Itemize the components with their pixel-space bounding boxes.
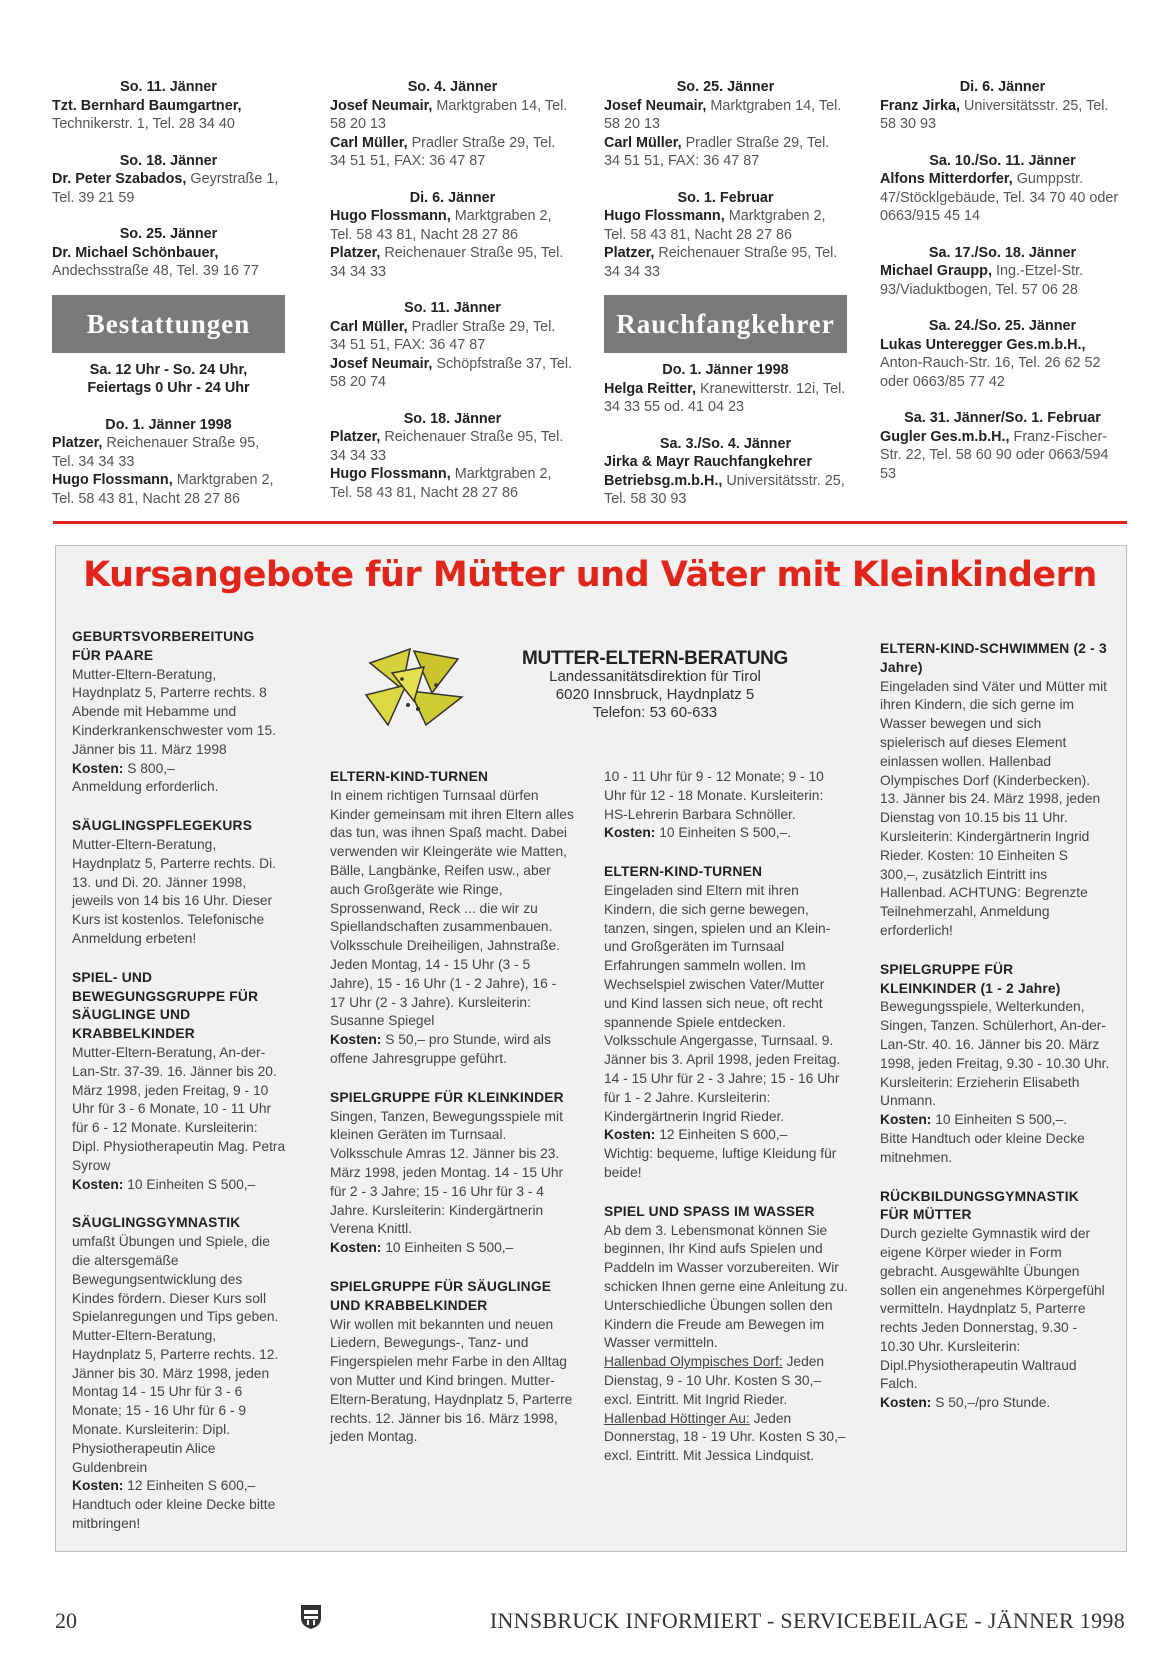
course-body: In einem richtigen Turnsaal dürfen Kinder gemeinsam mit ihren Eltern alles das tun, was ihnen Spaß macht. Dabei verwenden wir Kleingeräte wie Matten, Bälle, Langbänke, Reifen usw., aber auch Großgeräte wie Ringe, Sprossenwand, Reck ... die wir zu Spiellandschaften zusammenbauen. Volksschule Dreiheiligen, Jahnstraße. Jeden Montag, 14 - 15 Uhr (3 - 5 Jahre), 15 - 16 Uhr (1 - 2 Jahre), 16 - 17 Uhr (2 - 3 Jahre). Kursleiterin: Susanne Spiegel (330, 787, 574, 1029)
entry-date: Di. 6. Jänner (409, 189, 496, 206)
entry (880, 152, 1125, 226)
entry-date: So. 11. Jänner (120, 79, 217, 95)
entry-contact: Reichenauer Straße 95, Tel. 34 34 33 (330, 429, 564, 464)
entry (330, 410, 575, 503)
cost-label: Kosten: (72, 1176, 124, 1192)
entry-name: Dr. Michael Schönbauer, (52, 244, 219, 261)
course-body: 10 - 11 Uhr für 9 - 12 Monate; 9 - 10 Uhr für 12 - 18 Monate. Kursleiterin: HS-Lehrerin Barbara Schnöller. (604, 769, 824, 822)
entry-name: Josef Neumair, (330, 97, 433, 114)
course-note: Handtuch oder kleine Decke bitte mitbringen! (72, 1497, 276, 1532)
course-body: Mutter-Eltern-Beratung, Haydnplatz 5, Parterre rechts. 8 Abende mit Hebamme und Kinderkrankenschwester vom 15. Jänner bis 11. März 1998 (72, 666, 276, 757)
cost-value: S 50,–/pro Stunde. (935, 1395, 1051, 1411)
kurs-column-2 (330, 768, 575, 1467)
entry-contact: Universitätsstr. 25, Tel. 58 30 93 (880, 97, 1109, 132)
entry (604, 189, 847, 282)
entry (52, 152, 285, 208)
entry-contact: Geyrstraße 1, Tel. 39 21 59 (52, 171, 279, 206)
entry-name: Helga Reitter, (604, 380, 696, 397)
entry-name: Michael Graupp, (880, 263, 992, 279)
entry-name: Platzer, (330, 429, 381, 445)
entry-date: So. 11. Jänner (404, 300, 501, 316)
triangles-logo-icon (362, 645, 472, 727)
entry-name: Hugo Flossmann, (330, 208, 451, 224)
entry-name: Josef Neumair, (330, 355, 433, 372)
entry-contact: Pradler Straße 29, Tel. 34 51 51, FAX: 36 47 87 (330, 134, 556, 169)
entry-date: Do. 1. Jänner 1998 (105, 416, 232, 433)
course-body: umfaßt Übungen und Spiele, die die altersgemäße Bewegungsentwicklung des Kindes fördern. Dieser Kurs soll Spielanregungen und Tips geben. Mutter-Eltern-Beratung, Haydnplatz 5, Parterre rechts. 12. Jänner bis 30. März 1998, jeden Montag 14 - 15 Uhr für 3 - 6 Monate; 15 - 16 Uhr für 6 - 9 Monate. Kursleiterin: Dipl. Physiotherapeutin Alice Guldenbrein (72, 1234, 279, 1475)
entry (604, 78, 847, 171)
course (604, 1203, 849, 1466)
course-note: Bitte Handtuch oder kleine Decke mitnehmen. (880, 1130, 1085, 1165)
course (880, 640, 1110, 941)
course-heading: SPIEL- UND BEWEGUNGSGRUPPE FÜR SÄUGLINGE UND KRABBELKINDER (72, 969, 259, 1042)
cost-label: Kosten: (330, 1240, 382, 1256)
page-number: 20 (55, 1608, 77, 1633)
entry-contact: Ing.-Etzel-Str. 93/Viaduktbogen, Tel. 57 06 28 (880, 263, 1084, 298)
entry-contact: Marktgraben 2, Tel. 58 43 81, Nacht 28 27 86 (330, 208, 552, 243)
course-heading: ELTERN-KIND-TURNEN (604, 864, 763, 880)
cost-label: Kosten: (880, 1112, 932, 1128)
entry (330, 299, 575, 392)
entry-name: Tzt. Bernhard Baumgartner, (52, 97, 242, 114)
column-3 (604, 78, 847, 527)
cost-label: Kosten: (72, 760, 124, 776)
course (330, 1278, 575, 1447)
entry-date: So. 25. Jänner (119, 226, 218, 242)
course-heading: SPIEL UND SPASS IM WASSER (604, 1203, 815, 1219)
entry-contact: Reichenauer Straße 95, Tel. 34 34 33 (52, 435, 260, 470)
meb-line: 6020 Innsbruck, Haydnplatz 5 (555, 686, 755, 703)
entry (880, 409, 1125, 483)
cost-value: S 50,– pro Stunde, wird als offene Jahresgruppe geführt. (330, 1032, 551, 1066)
venue-olympisches-dorf: Hallenbad Olympisches Dorf: (604, 1354, 783, 1370)
entry (880, 244, 1125, 300)
course-heading: SPIELGRUPPE FÜR KLEINKINDER (330, 1089, 564, 1105)
course-note: Wichtig: bequeme, luftige Kleidung für beide! (604, 1146, 837, 1180)
red-divider (53, 521, 1127, 524)
cost-value: 10 Einheiten S 500,– (127, 1176, 256, 1192)
column-1 (52, 78, 285, 526)
cost-label: Kosten: (880, 1395, 932, 1411)
mutter-eltern-beratung-block (515, 650, 795, 722)
cost-value: 10 Einheiten S 500,–. (935, 1112, 1068, 1128)
course (330, 768, 575, 1069)
course-body: Eingeladen sind Eltern mit ihren Kindern, die sich gerne bewegen, tanzen, singen, spielen und an Klein- und Großgeräten im Turnsaal Erfahrungen sammeln wollen. Im Wechselspiel zwischen Vater/Mutter und Kind lassen sich neue, oft recht spannende Spiele entdecken. Volksschule Angergasse, Turnsaal. 9. Jänner bis 3. April 1998, jeden Freitag. 14 - 15 Uhr für 2 - 3 Jahre; 15 - 16 Uhr für 1 - 2 Jahre. Kursleiterin: Kindergärtnerin Ingrid Rieder. (604, 882, 841, 1124)
cost-value: 10 Einheiten S 500,–. (659, 825, 792, 841)
entry-name: Carl Müller, (330, 134, 408, 151)
kurs-column-3 (604, 768, 849, 1486)
footer-title: INNSBRUCK INFORMIERT - SERVICEBEILAGE - JÄNNER 1998 (489, 1608, 1125, 1633)
entry-name: Platzer, (330, 245, 381, 261)
course (604, 863, 849, 1183)
entry-date: So. 4. Jänner (407, 79, 498, 95)
entry-contact: Pradler Straße 29, Tel. 34 51 51, FAX: 36 47 87 (604, 134, 830, 169)
entry-date: Sa. 31. Jänner/So. 1. Februar (904, 410, 1101, 426)
entry-contact: Marktgraben 2, Tel. 58 43 81, Nacht 28 27 86 (52, 472, 274, 507)
course-body: Mutter-Eltern-Beratung, Haydnplatz 5, Parterre rechts. Di. 13. und Di. 20. Jänner 1998, jeweils von 14 bis 16 Uhr. Dieser Kurs ist kostenlos. Telefonische Anmeldung erbeten! (72, 836, 276, 946)
kurs-column-4 (880, 640, 1110, 1433)
entry-contact: Gumppstr. 47/Stöcklgebäude, Tel. 34 70 40 oder 0663/915 45 14 (880, 171, 1119, 224)
entry-contact: Reichenauer Straße 95, Tel. 34 34 33 (330, 245, 564, 280)
entry-name: Carl Müller, (330, 318, 408, 335)
entry-contact: Marktgraben 2, Tel. 58 43 81, Nacht 28 27 86 (330, 466, 552, 501)
entry-date: So. 1. Februar (677, 189, 774, 206)
entry-name: Jirka & Mayr Rauchfangkehrer Betriebsg.m.b.H., (604, 454, 812, 489)
course-body: Mutter-Eltern-Beratung, An-der-Lan-Str. 37-39. 16. Jänner bis 20. März 1998, jeden Freitag, 9 - 10 Uhr für 3 - 6 Monate, 10 - 11 Uhr für 6 - 12 Monate. Kursleiterin: Dipl. Physiotherapeutin Mag. Petra Syrow (72, 1044, 286, 1173)
hours-line: Feiertags 0 Uhr - 24 Uhr (87, 380, 250, 396)
course-heading: GEBURTSVORBEREITUNG FÜR PAARE (72, 629, 255, 663)
entry-date: Di. 6. Jänner (959, 79, 1046, 95)
venue-details: Jeden Dienstag, 9 - 10 Uhr. Kosten S 30,– excl. Eintritt. Mit Ingrid Rieder. (604, 1354, 825, 1407)
entry-date: Sa. 3./So. 4. Jänner (659, 435, 792, 452)
cost-value: 10 Einheiten S 500,– (385, 1240, 514, 1256)
section-header-bestattungen: Bestattungen (52, 295, 285, 353)
venue-details: Jeden Donnerstag, 18 - 19 Uhr. Kosten S 30,– excl. Eintritt. Mit Jessica Lindquist. (604, 1410, 846, 1464)
entry-date: Sa. 24./So. 25. Jänner (928, 318, 1077, 334)
course-heading: SÄUGLINGSPFLEGEKURS (72, 818, 253, 834)
entry-name: Alfons Mitterdorfer, (880, 171, 1013, 187)
course-heading: SPIELGRUPPE FÜR SÄUGLINGE UND KRABBELKINDER (330, 1278, 552, 1313)
entry-date: So. 18. Jänner (403, 410, 502, 427)
course-heading: RÜCKBILDUNGSGYMNASTIK FÜR MÜTTER (880, 1188, 1079, 1223)
course-heading: ELTERN-KIND-SCHWIMMEN (2 - 3 Jahre) (880, 641, 1107, 675)
kurs-column-1 (72, 628, 287, 1554)
entry (52, 78, 285, 134)
entry-name: Lukas Unteregger Ges.m.b.H., (880, 336, 1086, 353)
entry (330, 78, 575, 171)
course (72, 969, 287, 1195)
section-header-rauchfangkehrer: Rauchfangkehrer (604, 295, 847, 353)
entry-contact: Pradler Straße 29, Tel. 34 51 51, FAX: 36 47 87 (330, 318, 556, 353)
kurs-title: Kursangebote für Mütter und Väter mit Kleinkindern (83, 555, 1097, 595)
cost-value: S 800,– (127, 760, 175, 776)
course (72, 1214, 287, 1534)
entry-contact: Schöpfstraße 37, Tel. 58 20 74 (330, 355, 573, 390)
course (330, 1089, 575, 1258)
entry-contact: Technikerstr. 1, Tel. 28 34 40 (52, 116, 235, 132)
entry (880, 317, 1125, 391)
cost-value: 12 Einheiten S 600,– (659, 1127, 788, 1143)
column-4 (880, 78, 1125, 501)
entry-name: Hugo Flossmann, (52, 472, 173, 488)
course-body: Durch gezielte Gymnastik wird der eigene Körper wieder in Form gebracht. Ausgewählte Übungen sollen ein angenehmes Körpergefühl vermitteln. Haydnplatz 5, Parterre rechts Jeden Donnerstag, 9.30 - 10.30 Uhr. Kursleiterin: Dipl.Physiotherapeutin Waltraud Falch. (880, 1226, 1105, 1392)
course-body: Ab dem 3. Lebensmonat können Sie beginnen, Ihr Kind aufs Spielen und Paddeln im Wasser vorzubereiten. Wir schicken Ihnen gerne eine Anleitung zu. Unterschiedliche Übungen sollen den Kindern die Freude am Bewegen im Wasser vermitteln. (604, 1222, 848, 1351)
entry-contact: Kranewitterstr. 12i, Tel. 34 33 55 od. 41 04 23 (604, 380, 846, 415)
course-heading: SPIELGRUPPE FÜR KLEINKINDER (1 - 2 Jahre) (880, 961, 1061, 996)
cost-label: Kosten: (72, 1478, 124, 1494)
cost-label: Kosten: (330, 1032, 382, 1048)
entry-contact: Marktgraben 14, Tel. 58 20 13 (604, 97, 842, 132)
course-heading: SÄUGLINGSGYMNASTIK (72, 1215, 241, 1231)
entry (52, 416, 285, 509)
entry-date: Sa. 10./So. 11. Jänner (929, 152, 1076, 169)
innsbruck-crest-icon (300, 1604, 322, 1630)
entry-name: Carl Müller, (604, 134, 682, 151)
course-body: Singen, Tanzen, Bewegungsspiele mit kleinen Geräten im Turnsaal. Volksschule Amras 12. Jänner bis 23. März 1998, jeden Montag. 14 - 15 Uhr für 2 - 3 Jahre; 15 - 16 Uhr für 3 - 4 Jahre. Kursleiterin: Kindergärtnerin Verena Knittl. (330, 1108, 564, 1237)
entry-date: Sa. 17./So. 18. Jänner (928, 244, 1077, 261)
entry-date: So. 25. Jänner (676, 79, 775, 95)
entry-contact: Universitätsstr. 25, Tel. 58 30 93 (604, 472, 845, 507)
course-body: Wir wollen mit bekannten und neuen Liedern, Bewegungs-, Tanz- und Fingerspielen mehr Farbe in den Alltag von Mutter und Kind bringen. Mutter-Eltern-Beratung, Haydnplatz 5, Parterre rechts. 12. Jänner bis 16. März 1998, jeden Montag. (330, 1316, 573, 1445)
entry-name: Hugo Flossmann, (330, 466, 451, 482)
cost-label: Kosten: (604, 825, 656, 841)
course (72, 817, 287, 949)
hours-line: Sa. 12 Uhr - So. 24 Uhr, (89, 361, 248, 378)
course (880, 961, 1110, 1168)
entry-name: Gugler Ges.m.b.H., (880, 428, 1010, 445)
entry-name: Platzer, (52, 435, 103, 451)
course (604, 768, 849, 843)
entry (604, 361, 847, 417)
course (72, 628, 287, 797)
entry-contact: Marktgraben 2, Tel. 58 43 81, Nacht 28 27 86 (604, 208, 826, 243)
cost-value: 12 Einheiten S 600,– (127, 1478, 256, 1494)
entry-date: So. 18. Jänner (119, 152, 218, 169)
meb-title: MUTTER-ELTERN-BERATUNG (521, 648, 789, 669)
entry (330, 189, 575, 282)
entry-contact: Anton-Rauch-Str. 16, Tel. 26 62 52 oder 0663/85 77 42 (880, 355, 1101, 390)
cost-label: Kosten: (604, 1127, 656, 1143)
entry-name: Josef Neumair, (604, 97, 707, 114)
venue-hoettinger-au: Hallenbad Höttinger Au: (604, 1410, 750, 1426)
entry-contact: Marktgraben 14, Tel. 58 20 13 (330, 97, 568, 132)
course-body: Eingeladen sind Väter und Mütter mit ihren Kindern, die sich gerne im Wasser bewegen und sich spielerisch auf dieses Element einlassen wollen. Hallenbad Olympisches Dorf (Kinderbecken). 13. Jänner bis 24. März 1998, jeden Dienstag von 10.15 bis 11 Uhr. Kursleiterin: Kindergärtnerin Ingrid Rieder. Kosten: 10 Einheiten S 300,–, zusätzlich Eintritt ins Hallenbad. ACHTUNG: Begrenzte Teilnehmerzahl, Anmeldung erforderlich! (880, 678, 1108, 938)
entry (880, 78, 1125, 134)
entry-name: Franz Jirka, (880, 97, 960, 114)
course-body: Bewegungsspiele, Welterkunden, Singen, Tanzen. Schülerhort, An-der-Lan-Str. 40. 16. Jänner bis 20. März 1998, jeden Freitag, 9.30 - 10.30 Uhr. Kursleiterin: Erzieherin Elisabeth Unmann. (880, 999, 1110, 1109)
entry-contact: Andechsstraße 48, Tel. 39 16 77 (52, 263, 259, 279)
course-note: Anmeldung erforderlich. (72, 779, 219, 795)
entry-contact: Franz-Fischer-Str. 22, Tel. 58 60 90 oder 0663/594 53 (880, 428, 1109, 482)
meb-line: Telefon: 53 60-633 (592, 704, 718, 721)
entry (604, 435, 847, 509)
column-2 (330, 78, 575, 520)
entry-name: Platzer, (604, 245, 655, 261)
entry-contact: Reichenauer Straße 95, Tel. 34 34 33 (604, 245, 838, 280)
course (880, 1188, 1110, 1414)
entry (52, 225, 285, 281)
entry-name: Hugo Flossmann, (604, 208, 725, 224)
entry-name: Dr. Peter Szabados, (52, 171, 187, 187)
entry-date: Do. 1. Jänner 1998 (662, 362, 789, 378)
meb-line: Landessanitätsdirektion für Tirol (549, 668, 761, 685)
course-heading: ELTERN-KIND-TURNEN (330, 769, 489, 784)
